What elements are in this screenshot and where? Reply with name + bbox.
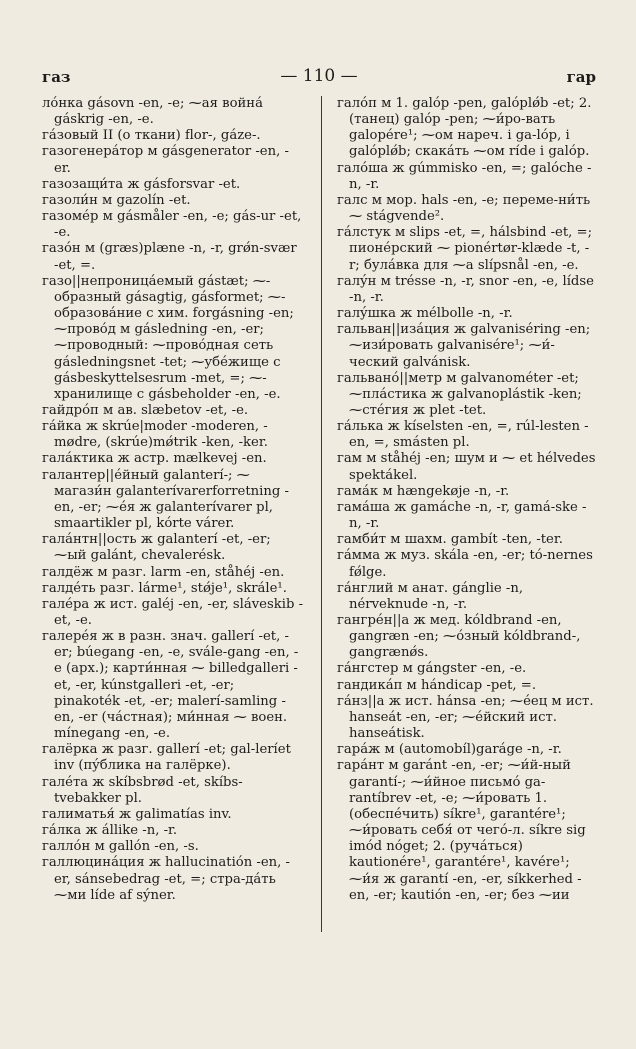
dictionary-entry: галóп м 1. galóp -pen, galóplǿb -et; 2. (танец) galóp -pen; ⁓и́ро-вать galopére¹; ⁓ом нареч. i ga-lóp, i galóplǿb; скакáть ⁓ом ríde i galóp. [337,96,592,160]
dictionary-entry: гáйка ж skrúe|moder -moderen, -mødre, (skrúe)mǿtrik -ken, -ker. [42,419,268,451]
dictionary-entry: газоли́н м gazolín -et. [42,192,191,208]
dictionary-entry: гамби́т м шахм. gambít -ten, -ter. [337,532,563,548]
dictionary-entry: газо||непроницáемый gástæt; ⁓-образный gásagtig, gásformet; ⁓-образовáние с хим. forgásning -en; ⁓провóд м gásledning -en, -er; ⁓проводный: ⁓провóдная сеть gásledningsnet -tet; ⁓убéжище с gásbeskyttelsesrum -met, =; ⁓-хранилище с gásbeholder -en, -e. [42,273,294,402]
dictionary-entry: гарáж м (automobíl)garáge -n, -r. [337,742,562,758]
dictionary-entry: галáктика ж астр. mælkevej -en. [42,451,267,467]
dictionary-entry: галдёж м разг. larm -en, ståhéj -en. [42,564,285,580]
dictionary-entry: галс м мор. hals -en, -e; переме-ни́ть ⁓ stágvende². [337,192,591,225]
header-left-guide-word: газ [42,68,71,86]
dictionary-entry: гáнгстер м gángster -en, -e. [337,661,527,677]
dictionary-entry: гайдрóп м ав. slæbetov -et, -e. [42,402,249,418]
dictionary-entry: гам м ståhéj -en; шум и ⁓ et hélvedes spektákel. [337,451,596,483]
dictionary-entry: галýн м trésse -n, -r, snor -en, -e, lídse -n, -r. [337,273,594,305]
page-number: — 110 — [280,66,358,86]
dictionary-entry: гáлька ж kíselsten -en, =, rúl-lesten -en, =, smásten pl. [337,419,589,451]
dictionary-entry: гáмма ж муз. skála -en, -er; tó-nernes fǿlge. [337,548,593,580]
dictionary-entry: газóн м (græs)plæne -n, -r, grǿn-svær -et, =. [42,241,297,273]
dictionary-entry: гáнглий м анат. gánglie -n, nérveknude -n, -r. [337,580,524,612]
left-column [42,96,304,996]
page-header [42,66,596,88]
dictionary-entry: гáзовый II (о ткани) flor-, gáze-. [42,128,261,144]
dictionary-entry: гандикáп м hándicap -pet, =. [337,677,537,693]
dictionary-entry: галáнтн||ость ж galanterí -et, -er; ⁓ый galánt, chevalerésk. [42,532,271,564]
dictionary-entry: газомéр м gásmåler -en, -e; gás-ur -et, -e. [42,209,302,241]
dictionary-entry: гамáк м hængekøje -n, -r. [337,483,510,499]
dictionary-entry: галéра ж ист. galéj -en, -er, sláveskib -et, -e. [42,596,304,628]
dictionary-entry: галерéя ж в разн. знач. gallerí -et, -er; búegang -en, -e, svále-gang -en, -e (арх.); карти́нная ⁓ billedgalleri -et, -er, kúnstgalleri -et, -er; pinakoték -et, -er; malerí-samling -en, -er (чáстная); ми́нная ⁓ воен. mínegang -en, -e. [42,629,299,742]
right-column [337,96,599,996]
dictionary-entry: галантер||éйный galanterí-; ⁓ магази́н galanterívarerforretning -en, -er; ⁓éя ж galanterívarer pl, smaartikler pl, kórte várer. [42,467,289,532]
dictionary-entry: галýшка ж mélbolle -n, -r. [337,306,513,322]
dictionary-entry: гальванó||метр м galvanométer -et; ⁓плáстика ж galvanoplástik -ken; ⁓стéгия ж plet -tet. [337,370,582,418]
header-right-guide-word: гар [566,68,596,86]
dictionary-entry: гáнз||а ж ист. hánsa -en; ⁓éец м ист. hanseát -en, -er; ⁓éйский ист. hanseátisk. [337,693,594,742]
dictionary-entry: гáлстук м slips -et, =, hálsbind -et, =; пионéрский ⁓ pionértør-klæde -t, -r; булáвка для ⁓а slípsnål -en, -e. [337,225,593,273]
dictionary-entry: лóнка gásovn -en, -e; ⁓ая войнá gáskrig -en, -e. [42,96,263,128]
dictionary-entry: галлюцинáция ж hallucinatión -en, -er, sánsebedrag -et, =; стра-дáть ⁓ми líde af sýner. [42,855,291,903]
dictionary-entry: галлóн м gallón -en, -s. [42,839,199,855]
dictionary-entry: гангрéн||а ж мед. kóldbrand -en, gangræn -en; ⁓óзный kóldbrand-, gangrænǿs. [337,613,581,661]
dictionary-entry: газозащи́та ж gásforsvar -et. [42,176,241,192]
dictionary-entry: галéта ж skíbsbrød -et, skíbs-tvebakker pl. [42,774,243,806]
dictionary-entry: галиматья́ ж galimatías inv. [42,806,232,822]
dictionary-entry: гарáнт м garánt -en, -er; ⁓и́й-ный garantí-; ⁓и́йное письмó ga-rantíbrev -et, -e; ⁓и́ровать 1. (обеспéчить) síkre¹, garantére¹; ⁓и́ровать себя́ от чегó-л. síkre sig imód nóget; 2. (ручáться) kautionére¹, garantére¹, kavére¹; ⁓и́я ж garantí -en, -er, síkkerhed -en, -er; kautión -en, -er; без ⁓ии [337,758,586,903]
dictionary-entry: галóша ж gúmmisko -en, =; galóche -n, -r. [337,160,592,192]
dictionary-entry: галдéть разг. lárme¹, stǿje¹, skrále¹. [42,580,287,596]
column-divider [321,96,322,932]
dictionary-entry: гальван||изáция ж galvaniséring -en; ⁓изи́ровать galvanisére¹; ⁓и́-ческий galvánisk. [337,322,591,370]
dictionary-entry: галёрка ж разг. gallerí -et; gal-leríet inv (пýблика на галёрке). [42,742,291,774]
dictionary-entry: гáлка ж állike -n, -r. [42,823,178,839]
dictionary-entry: гамáша ж gamáche -n, -r, gamá-ske -n, -r. [337,499,587,532]
dictionary-entry: газогенерáтор м gásgenerator -en, -er. [42,144,289,176]
